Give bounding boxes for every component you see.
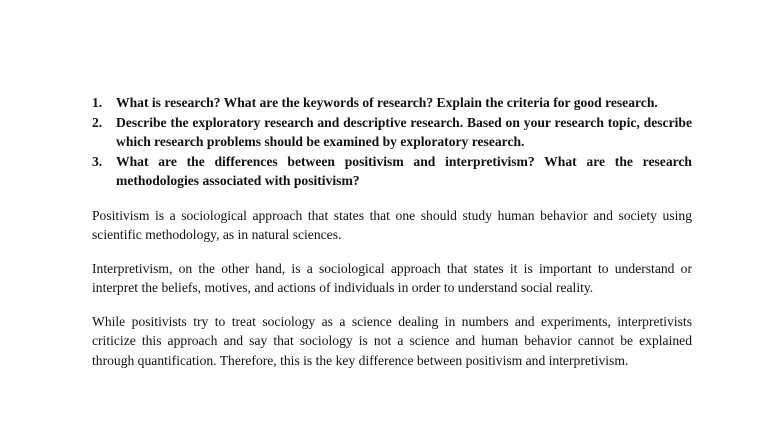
question-number: 3. (92, 153, 103, 169)
question-number: 2. (92, 114, 103, 130)
question-item-3 (92, 152, 692, 191)
question-text: What is research? What are the keywords of research? Explain the criteria for good research. (116, 95, 658, 110)
paragraph-positivism: Positivism is a sociological approach that states that one should study human behavior and society using scientific methodology, as in natural sciences. (92, 207, 692, 242)
question-item-2 (92, 113, 692, 152)
paragraph-interpretivism: Interpretivism, on the other hand, is a sociological approach that states it is important to understand or interpret the beliefs, motives, and actions of individuals in order to understand social reality. (92, 260, 692, 295)
paragraph-key-difference: While positivists try to treat sociology as a science dealing in numbers and experiments, interpretivists criticize this approach and say that sociology is not a science and human behavior cannot be explained through quantification. Therefore, this is the key difference between positivism and interpretivism. (92, 313, 692, 368)
question-number: 1. (92, 95, 103, 110)
question-text: Describe the exploratory research and descriptive research. Based on your research topic, describe which research problems should be examined by exploratory research. (116, 114, 692, 149)
question-item-1 (92, 93, 692, 113)
question-list (92, 93, 692, 191)
question-text: What are the differences between positivism and interpretivism? What are the research methodologies associated with positivism? (116, 153, 692, 188)
document-page (92, 93, 692, 370)
